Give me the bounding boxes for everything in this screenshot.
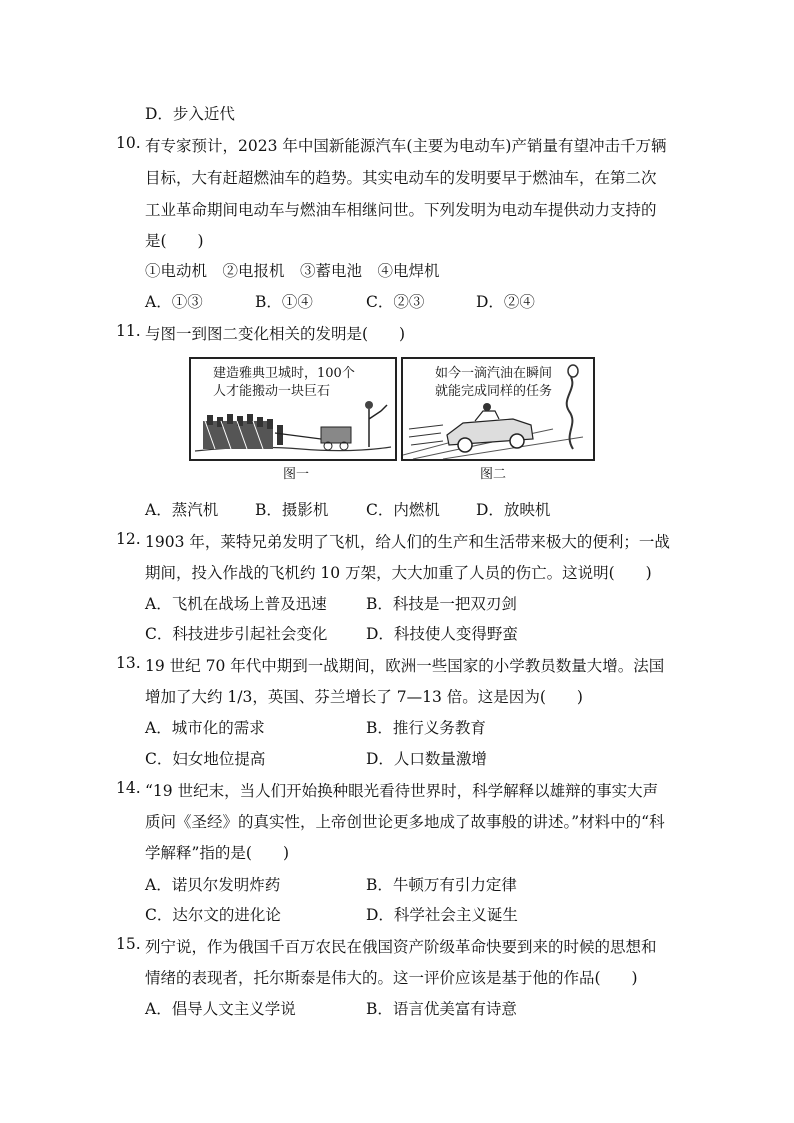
q14-option-c: C．达尔文的进化论 (145, 906, 281, 924)
q10-line-2: 目标，大有赶超燃油车的趋势。其实电动车的发明要早于燃油车，在第二次 (145, 169, 657, 187)
q10-items: ①电动机 ②电报机 ③蓄电池 ④电焊机 (145, 262, 440, 280)
q13-number: 13. (116, 654, 141, 672)
q9-option-d: D．步入近代 (145, 105, 235, 123)
q14-option-d: D．科学社会主义诞生 (366, 906, 518, 924)
q15-line-2: 情绪的表现者，托尔斯泰是伟大的。这一评价应该是基于他的作品( ) (145, 969, 638, 987)
q11-number: 11. (116, 322, 141, 340)
q12-line-2: 期间，投入作战的飞机约 10 万架，大大加重了人员的伤亡。这说明( ) (145, 564, 652, 582)
q11-option-c: C．内燃机 (366, 501, 440, 519)
q12-option-c: C．科技进步引起社会变化 (145, 625, 328, 643)
q12-line-1: 1903 年，莱特兄弟发明了飞机，给人们的生产和生活带来极大的便利；一战 (145, 533, 670, 551)
figure-2-frame (401, 357, 595, 461)
q15-number: 15. (116, 935, 141, 953)
q10-option-c: C．②③ (366, 293, 425, 311)
q14-number: 14. (116, 779, 141, 797)
q15-option-a: A．倡导人文主义学说 (145, 1000, 296, 1018)
q15-line-1: 列宁说，作为俄国千百万农民在俄国资产阶级革命快要到来的时候的思想和 (145, 938, 657, 956)
q11-stem: 与图一到图二变化相关的发明是( ) (145, 325, 406, 343)
q10-number: 10. (116, 134, 141, 152)
q13-option-c: C．妇女地位提高 (145, 750, 266, 768)
q13-option-b: B．推行义务教育 (366, 719, 486, 737)
q12-option-d: D．科技使人变得野蛮 (366, 625, 518, 643)
figure-1-caption: 图一 (283, 467, 310, 482)
q13-option-a: A．城市化的需求 (145, 719, 265, 737)
figure-1-text-line-1: 建造雅典卫城时，100个 (213, 366, 355, 381)
q11-option-a: A．蒸汽机 (145, 501, 219, 519)
q13-option-d: D．人口数量激增 (366, 750, 487, 768)
q10-option-d: D．②④ (476, 293, 535, 311)
q10-option-b: B．①④ (255, 293, 313, 311)
q14-line-2: 质问《圣经》的真实性，上帝创世论更多地成了故事般的讲述。”材料中的“科 (145, 813, 665, 831)
q10-option-a: A．①③ (145, 293, 203, 311)
q10-line-1: 有专家预计，2023 年中国新能源汽车(主要为电动车)产销量有望冲击千万辆 (145, 137, 667, 155)
q15-option-b: B．语言优美富有诗意 (366, 1000, 517, 1018)
q12-option-b: B．科技是一把双刃剑 (366, 595, 517, 613)
q11-option-b: B．摄影机 (255, 501, 329, 519)
q13-line-2: 增加了大约 1/3，英国、芬兰增长了 7—13 倍。这是因为( ) (145, 688, 583, 706)
q12-number: 12. (116, 530, 141, 548)
figure-2-caption: 图二 (480, 467, 507, 482)
figure-2-illustration (403, 359, 593, 459)
q10-line-4: 是( ) (145, 232, 204, 250)
q12-option-a: A．飞机在战场上普及迅速 (145, 595, 327, 613)
figure-1-frame (189, 357, 397, 461)
q14-option-b: B．牛顿万有引力定律 (366, 876, 517, 894)
figure-1-text-line-2: 人才能搬动一块巨石 (213, 384, 331, 399)
figure-1-illustration (191, 359, 395, 459)
figure-2-text-line-1: 如今一滴汽油在瞬间 (435, 366, 553, 381)
q14-line-3: 学解释”指的是( ) (145, 844, 290, 862)
q14-line-1: “19 世纪末，当人们开始换种眼光看待世界时，科学解释以雄辩的事实大声 (145, 782, 659, 800)
q14-option-a: A．诺贝尔发明炸药 (145, 876, 281, 894)
q13-line-1: 19 世纪 70 年代中期到一战期间，欧洲一些国家的小学教员数量大增。法国 (145, 657, 665, 675)
q10-line-3: 工业革命期间电动车与燃油车相继问世。下列发明为电动车提供动力支持的 (145, 201, 657, 219)
figure-2-text-line-2: 就能完成同样的任务 (435, 384, 553, 399)
q11-option-d: D．放映机 (476, 501, 551, 519)
